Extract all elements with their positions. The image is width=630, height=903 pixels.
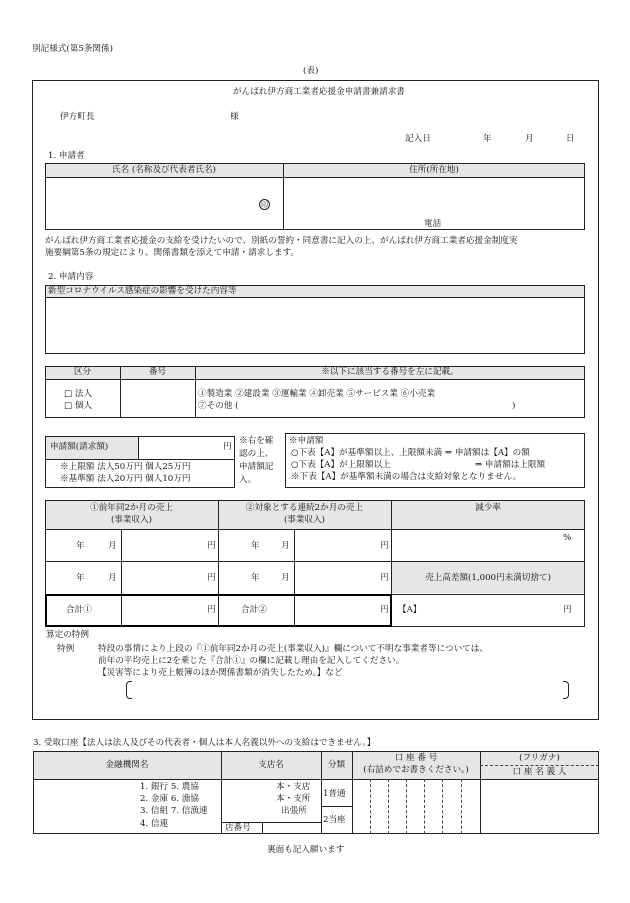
form-title: がんばれ伊方商工業者応援金申請書兼請求書: [233, 87, 405, 97]
rule-2: ○下表【A】が上限額以上: [291, 460, 391, 470]
rule-1: ○下表【A】が基準額以上、上限額未満 ⇒ 申請額は【A】の額: [291, 448, 530, 458]
confirm-note-1: ※右を確: [239, 436, 274, 446]
request-amount-field[interactable]: [139, 437, 234, 458]
kubun-corp[interactable]: □ 法人: [64, 389, 93, 399]
branch-no-label: 店番号: [225, 823, 251, 833]
branch-header: 支店名: [258, 760, 284, 770]
bank-type-4: 4. 信連: [140, 819, 169, 829]
r2-year-1: 年: [76, 573, 85, 583]
col-kubun: 区分: [73, 367, 92, 377]
total2-yen: 円: [380, 605, 389, 615]
total1-field[interactable]: [122, 596, 217, 625]
total2-field[interactable]: [295, 596, 390, 625]
r2-month-2: 月: [281, 573, 290, 583]
rule-3: ※下表【A】が基準額未満の場合は支給対象となりません。: [291, 472, 522, 482]
confirm-note-4: 入。: [239, 475, 257, 485]
date-day: 日: [566, 134, 575, 144]
decrease-rate-field[interactable]: [392, 530, 584, 560]
impact-header: 新型コロナウイルス感染症の影響を受けた内容等: [48, 286, 237, 296]
special-tag: 特例: [57, 644, 75, 654]
branch-type-2: 本・支所: [276, 794, 311, 804]
total1-label: 合計①: [66, 605, 92, 615]
r1-yen-1: 円: [207, 541, 216, 551]
side-label: (表): [303, 66, 319, 76]
name-header: 氏名 (名称及び代表者氏名): [112, 165, 216, 175]
prev-sales-1-field[interactable]: [122, 530, 217, 560]
branch-type-3: 出張所: [281, 806, 307, 816]
r1-month-1: 月: [108, 541, 117, 551]
type-header: 分類: [327, 760, 346, 770]
special-l1: 特段の事情により上段の『①前年同2か月の売上(事業収入)』欄について不明な事業者等については、: [98, 644, 488, 654]
account-holder-field[interactable]: [481, 780, 598, 833]
account-header-l1: 口 座 番 号: [394, 753, 438, 763]
industry-close: ): [512, 401, 516, 411]
col2-header-l1: ②対象とする連続2か月の売上: [245, 503, 364, 513]
col-note: ※以下に該当する番号を左に記載。: [321, 367, 459, 377]
branch-name-field[interactable]: [222, 780, 274, 821]
bank-header: 金融機関名: [105, 760, 149, 770]
declaration-line2: 施要綱第5条の規定により、関係書類を添えて申請・請求します。: [45, 248, 299, 258]
type-futsu[interactable]: 1普通: [323, 789, 346, 799]
col1-header-l1: ①前年同2か月の売上: [90, 503, 173, 513]
r2-year-2: 年: [251, 573, 260, 583]
reason-bracket-right: [563, 681, 569, 699]
date-year: 年: [483, 134, 492, 144]
account-header-l2: (右詰めでお書きください。): [363, 765, 469, 775]
total2-label: 合計②: [241, 605, 267, 615]
col3-header: 減少率: [475, 503, 501, 513]
special-l3: 【災害等により売上帳簿のほか関係書類が消失したため。】など: [98, 668, 343, 678]
special-title: 算定の特例: [46, 630, 89, 640]
section2-heading: 2. 申請内容: [48, 272, 94, 282]
type-toza[interactable]: 2当座: [323, 815, 346, 825]
industry-line1: ①製造業 ②建設業 ③運輸業 ④卸売業 ⑤サービス業 ⑥小売業: [198, 389, 436, 399]
r2-yen-2: 円: [380, 573, 389, 583]
reason-bracket-left: [126, 681, 132, 699]
holder-header: 口 座 名 義 人: [512, 767, 567, 777]
col-bango: 番号: [148, 367, 167, 377]
request-label: 申請額(請求額): [50, 442, 109, 452]
bank-name-field[interactable]: [34, 780, 138, 833]
total1-yen: 円: [207, 605, 216, 615]
r1-yen-2: 円: [380, 541, 389, 551]
footer-note: 裏面も記入願います: [267, 845, 345, 855]
base-amount: ※基準額 法人20万円 個人10万円: [60, 474, 191, 484]
seal-icon: 印: [261, 201, 268, 209]
confirm-note-2: 認の上、: [239, 449, 274, 459]
confirm-note-3: 申請額記: [239, 462, 274, 472]
a-amount-field[interactable]: [422, 596, 560, 625]
bank-type-2: 2. 金庫 6. 漁協: [140, 794, 199, 804]
phone-label: 電話: [424, 219, 442, 229]
declaration-line1: がんばれ伊方商工業者応援金の支給を受けたいので、別紙の誓約・同意書に記入の上、がんばれ伊方商工業者応援金制度実: [45, 236, 518, 246]
decrease-percent: %: [563, 533, 572, 543]
kubun-indiv[interactable]: □ 個人: [64, 401, 93, 411]
reason-field[interactable]: [134, 681, 561, 699]
date-label: 記入日: [405, 134, 431, 144]
form-reference: 別記様式(第5条関係): [32, 44, 113, 54]
request-yen: 円: [223, 442, 232, 452]
special-l2: 前年の平均売上に2を乗じた『合計①』の欄に記載し理由を記入してください。: [98, 656, 405, 666]
name-field[interactable]: [46, 178, 282, 229]
target-sales-1-field[interactable]: [295, 530, 390, 560]
a-label: 【A】: [398, 605, 422, 615]
industry-line2: ⑦その他 (: [198, 401, 239, 411]
rule-2-result: ⇒ 申請額は上限額: [475, 460, 546, 470]
branch-no-field[interactable]: [263, 823, 320, 833]
category-number-field[interactable]: [121, 380, 194, 417]
r1-year-1: 年: [76, 541, 85, 551]
r2-yen-1: 円: [207, 573, 216, 583]
branch-type-1: 本・支店: [276, 782, 311, 792]
addressee: 伊方町長: [60, 112, 95, 122]
target-sales-2-field[interactable]: [295, 562, 390, 593]
honorific: 様: [230, 112, 239, 122]
upper-limit: ※上限額 法人50万円 個人25万円: [60, 462, 191, 472]
bank-type-1: 1. 銀行 5. 農協: [140, 782, 199, 792]
account-number-field[interactable]: [353, 780, 479, 833]
section1-heading: 1. 申請者: [48, 151, 85, 161]
impact-field[interactable]: [46, 298, 584, 353]
date-month: 月: [525, 134, 534, 144]
r1-year-2: 年: [251, 541, 260, 551]
rules-title: ※申請額: [289, 436, 324, 446]
prev-sales-2-field[interactable]: [122, 562, 217, 593]
r2-month-1: 月: [108, 573, 117, 583]
r1-month-2: 月: [281, 541, 290, 551]
col1-header-l2: (事業収入): [110, 515, 153, 525]
a-yen: 円: [563, 605, 572, 615]
col2-header-l2: (事業収入): [283, 515, 326, 525]
section3-heading: 3. 受取口座【法人は法人及びその代表者・個人は本人名義以外への支給はできません。】: [33, 738, 376, 748]
bank-type-3: 3. 信組 7. 信漁連: [140, 806, 208, 816]
address-header: 住所(所在地): [409, 165, 459, 175]
furigana-header: (フリガナ): [519, 753, 560, 763]
diff-label: 売上高差額(1,000円未満切捨て): [425, 573, 551, 583]
